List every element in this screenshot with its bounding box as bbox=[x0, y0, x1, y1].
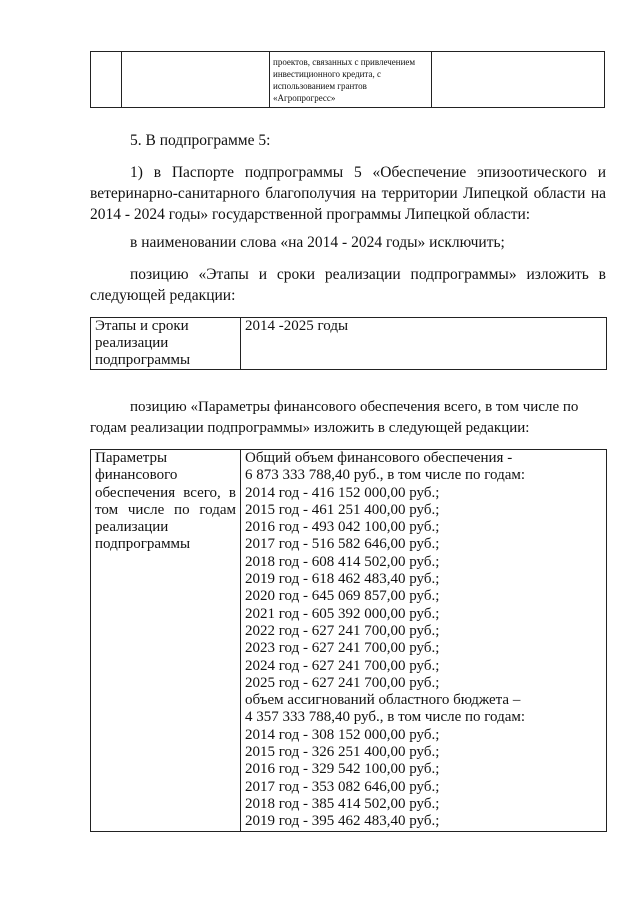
table-cell bbox=[91, 52, 122, 108]
financing-line: 2016 год - 329 542 100,00 руб.; bbox=[245, 761, 440, 778]
stages-label: Этапы и сроки реализации подпрограммы bbox=[91, 318, 241, 370]
financing-line: 2015 год - 461 251 400,00 руб.; bbox=[245, 501, 440, 518]
table-cell-text: проектов, связанных с привлечением инвестиционного кредита, с использованием грантов «Агропрогресс» bbox=[270, 52, 432, 108]
financing-line: 6 873 333 788,40 руб., в том числе по годам: bbox=[245, 467, 526, 484]
financing-line: 2023 год - 627 241 700,00 руб.; bbox=[245, 640, 440, 657]
financing-line: объем ассигнований областного бюджета – bbox=[245, 692, 521, 709]
stages-value: 2014 -2025 годы bbox=[241, 318, 607, 370]
financing-line: 2024 год - 627 241 700,00 руб.; bbox=[245, 657, 440, 674]
financing-table bbox=[90, 449, 607, 832]
financing-line: 2016 год - 493 042 100,00 руб.; bbox=[245, 519, 440, 536]
financing-line: 2017 год - 516 582 646,00 руб.; bbox=[245, 536, 440, 553]
financing-line: 2018 год - 608 414 502,00 руб.; bbox=[245, 553, 440, 570]
financing-line: 2022 год - 627 241 700,00 руб.; bbox=[245, 622, 440, 639]
financing-line: 2015 год - 326 251 400,00 руб.; bbox=[245, 744, 440, 761]
financing-values bbox=[241, 450, 607, 832]
financing-line: 4 357 333 788,40 руб., в том числе по годам: bbox=[245, 709, 526, 726]
paragraph-passport: 1) в Паспорте подпрограммы 5 «Обеспечение эпизоотического и ветеринарно-санитарного благополучия на территории Липецкой области на 2014 - 2024 годы» государственной программы Липецкой области: bbox=[90, 164, 606, 223]
paragraph-subprogram-5: 5. В подпрограмме 5: bbox=[130, 132, 271, 149]
financing-line: Общий объем финансового обеспечения - bbox=[245, 450, 513, 466]
financing-line: 2014 год - 308 152 000,00 руб.; bbox=[245, 726, 440, 743]
stages-table bbox=[90, 317, 607, 370]
financing-line: 2025 год - 627 241 700,00 руб.; bbox=[245, 674, 440, 691]
financing-line: 2018 год - 385 414 502,00 руб.; bbox=[245, 795, 440, 812]
paragraph-name-change: в наименовании слова «на 2014 - 2024 годы» исключить; bbox=[130, 234, 505, 251]
financing-line: 2020 год - 645 069 857,00 руб.; bbox=[245, 588, 440, 605]
paragraph-stages-position: позицию «Этапы и сроки реализации подпрограммы» изложить в следующей редакции: bbox=[90, 266, 606, 304]
financing-line: 2019 год - 395 462 483,40 руб.; bbox=[245, 813, 440, 830]
table-cell bbox=[432, 52, 605, 108]
paragraph-financing-position: позицию «Параметры финансового обеспечения всего, в том числе по годам реализации подпрограммы» изложить в следующей редакции: bbox=[90, 399, 579, 436]
financing-line: 2019 год - 618 462 483,40 руб.; bbox=[245, 571, 440, 588]
financing-line: 2021 год - 605 392 000,00 руб.; bbox=[245, 605, 440, 622]
previous-table-fragment bbox=[90, 51, 605, 108]
financing-line: 2014 год - 416 152 000,00 руб.; bbox=[245, 484, 440, 501]
table-cell bbox=[122, 52, 270, 108]
financing-label: Параметры финансового обеспечения всего, в том числе по годам реализации подпрограммы bbox=[91, 450, 241, 832]
financing-line: 2017 год - 353 082 646,00 руб.; bbox=[245, 778, 440, 795]
